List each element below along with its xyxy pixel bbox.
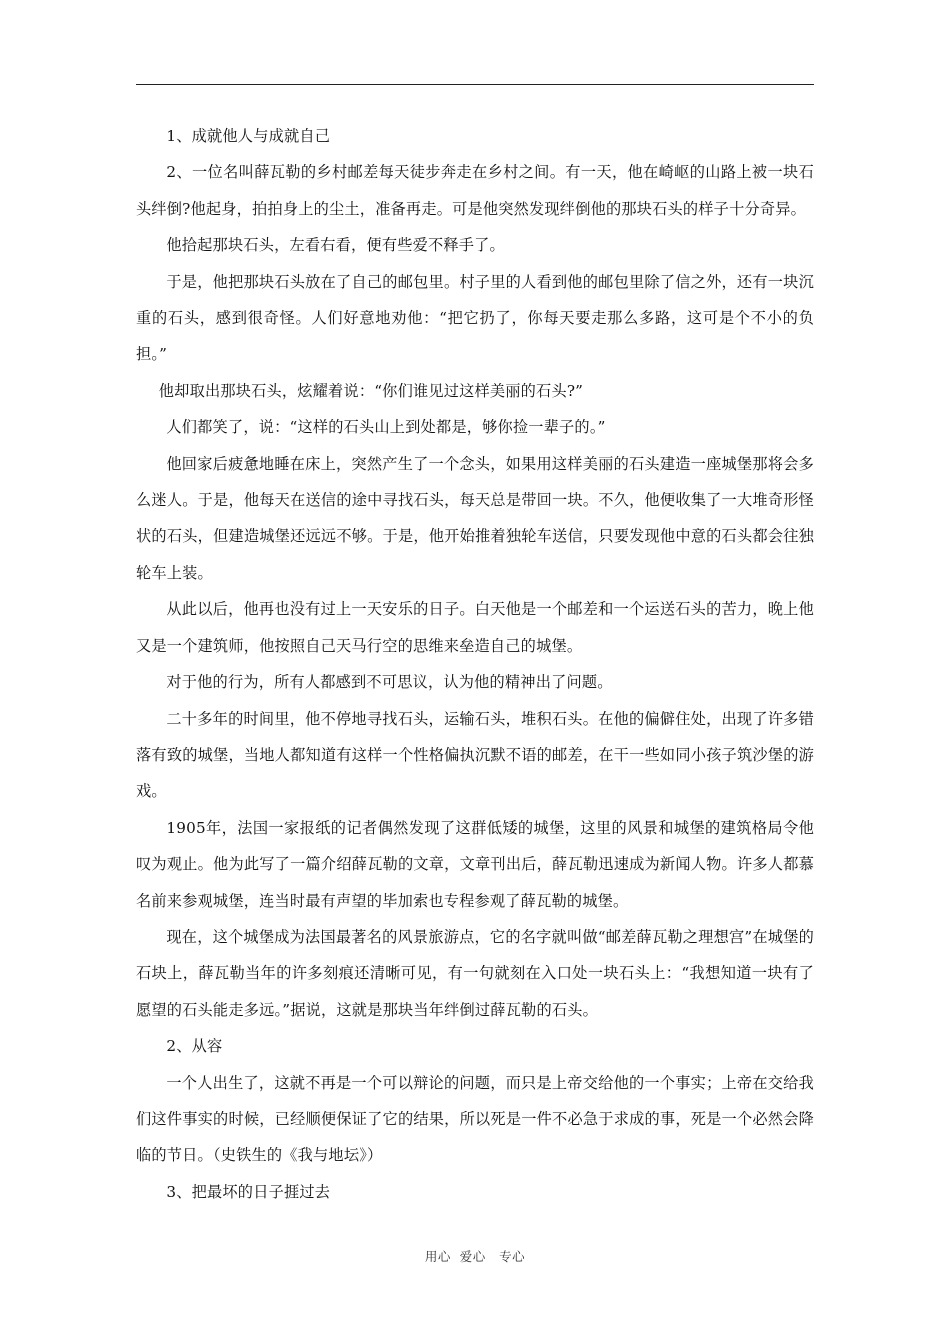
page-footer: 用心 爱心 专心 <box>424 1249 526 1264</box>
heading-1: 1、成就他人与成就自己 <box>166 127 331 145</box>
header-rule <box>136 84 814 85</box>
heading-3: 3、把最坏的日子捱过去 <box>166 1182 331 1201</box>
paragraph: 1905年，法国一家报纸的记者偶然发现了这群低矮的城堡，这里的风景和城堡的建筑格局令他叹为观止。他为此写了一篇介绍薛瓦勒的文章，文章刊出后，薛瓦勒迅速成为新闻人物。许多人都慕名前来参观城堡，连当时最有声望的毕加索也专程参观了薛瓦勒的城堡。 <box>136 818 814 910</box>
paragraph: 一个人出生了，这就不再是一个可以辩论的问题，而只是上帝交给他的一个事实；上帝在交给我们这件事实的时候，已经顺便保证了它的结果，所以死是一件不必急于求成的事，死是一个必然会降临的节日。（史铁生的《我与地坛》） <box>136 1073 814 1165</box>
paragraph: 二十多年的时间里，他不停地寻找石头，运输石头，堆积石头。在他的偏僻住处，出现了许多错落有致的城堡，当地人都知道有这样一个性格偏执沉默不语的邮差，在干一些如同小孩子筑沙堡的游戏。 <box>136 709 814 801</box>
paragraph: 对于他的行为，所有人都感到不可思议，认为他的精神出了问题。 <box>166 673 613 692</box>
paragraph: 他回家后疲惫地睡在床上，突然产生了一个念头，如果用这样美丽的石头建造一座城堡那将会多么迷人。于是，他每天在送信的途中寻找石头，每天总是带回一块。不久，他便收集了一大堆奇形怪状的石头，但建造城堡还远远不够。于是，他开始推着独轮车送信，只要发现他中意的石头都会往独轮车上装。 <box>136 454 814 582</box>
heading-2: 2、从容 <box>166 1037 223 1056</box>
paragraph: 2、一位名叫薛瓦勒的乡村邮差每天徒步奔走在乡村之间。有一天，他在崎岖的山路上被一块石头绊倒?他起身，拍拍身上的尘土，准备再走。可是他突然发现绊倒他的那块石头的样子十分奇异。 <box>136 163 814 218</box>
paragraph: 从此以后，他再也没有过上一天安乐的日子。白天他是一个邮差和一个运送石头的苦力，晚上他又是一个建筑师，他按照自己天马行空的思维来垒造自己的城堡。 <box>136 600 814 655</box>
document-body <box>136 118 814 1210</box>
paragraph: 于是，他把那块石头放在了自己的邮包里。村子里的人看到他的邮包里除了信之外，还有一块沉重的石头，感到很奇怪。人们好意地劝他：“把它扔了，你每天要走那么多路，这可是个不小的负担。” <box>136 272 814 364</box>
paragraph: 他拾起那块石头，左看右看，便有些爱不释手了。 <box>166 236 505 255</box>
paragraph: 他却取出那块石头，炫耀着说：“你们谁见过这样美丽的石头?” <box>158 381 584 400</box>
paragraph: 现在，这个城堡成为法国最著名的风景旅游点，它的名字就叫做“邮差薛瓦勒之理想宫”在城堡的石块上，薛瓦勒当年的许多刻痕还清晰可见，有一句就刻在入口处一块石头上：“我想知道一块有了愿望的石头能走多远。”据说，这就是那块当年绊倒过薛瓦勒的石头。 <box>136 927 814 1019</box>
paragraph: 人们都笑了，说：“这样的石头山上到处都是，够你捡一辈子的。” <box>166 418 606 437</box>
